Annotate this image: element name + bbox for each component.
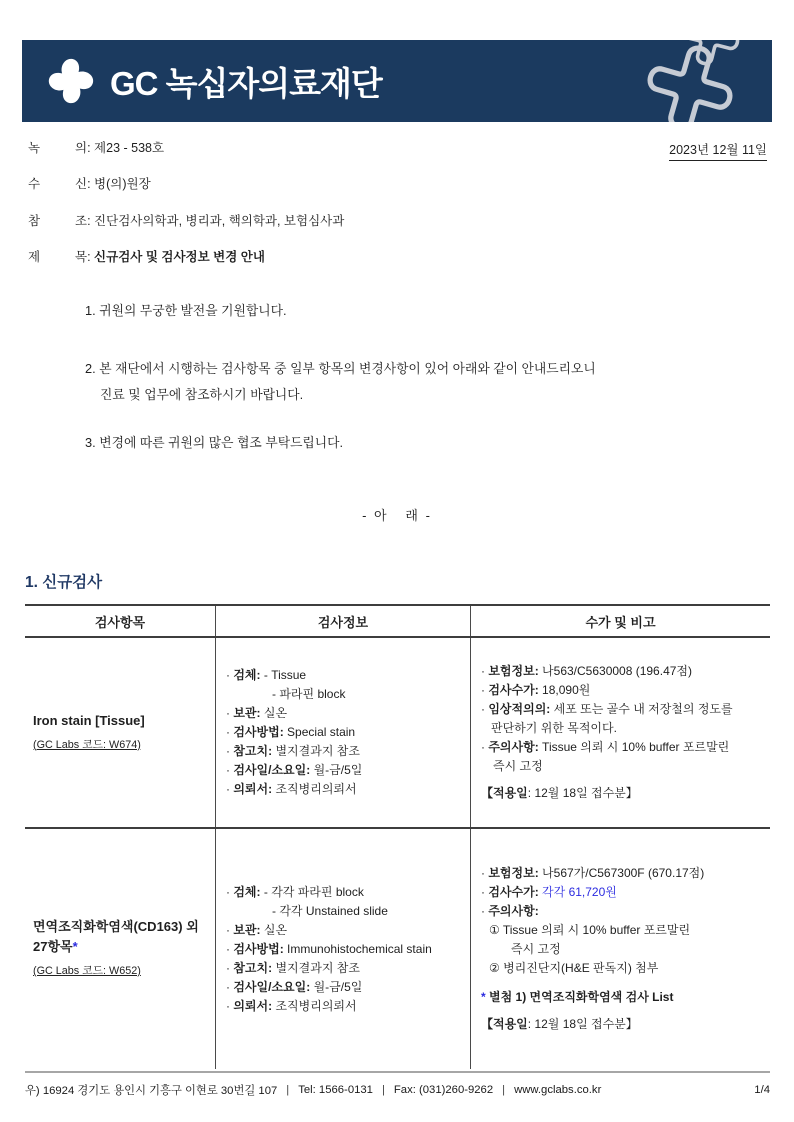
recipient-row	[28, 174, 151, 192]
cc-label1: 참	[28, 214, 41, 228]
cc-row	[28, 211, 344, 229]
footer-separator: |	[286, 1084, 290, 1096]
cell-line: · 보관: 실온	[226, 706, 288, 720]
cell-line: * 별첨 1) 면역조직화학염색 검사 List	[481, 990, 674, 1004]
footer-page-number: 1/4	[754, 1084, 770, 1096]
cell-line: · 보험정보: 나563/C5630008 (196.47점)	[481, 664, 693, 678]
paragraph-3: 3. 변경에 따른 귀원의 많은 협조 부탁드립니다.	[85, 435, 344, 450]
cell-line: · 의뢰서: 조직병리의뢰서	[226, 782, 357, 796]
recipient-label2: 신:	[75, 177, 91, 191]
footer	[25, 1082, 770, 1098]
cell-line: · 검체: - 각각 파라핀 block	[226, 884, 364, 899]
footer-fax: Fax: (031)260-9262	[393, 1084, 494, 1096]
price-note-cell	[470, 638, 770, 827]
cell-line	[481, 978, 764, 988]
recipient-value: 병(의)원장	[94, 177, 151, 191]
cell-line: · 임상적의의: 세포 또는 골수 내 저장철의 정도를	[481, 702, 733, 716]
table-header-row	[25, 606, 770, 638]
subject-label1: 제	[28, 250, 41, 264]
gc-cross-icon	[44, 54, 98, 108]
gclabs-code: (GC Labs 코드: W652)	[33, 965, 141, 977]
decor-cross-icon	[602, 40, 772, 122]
table-header-item: 검사항목	[94, 614, 146, 630]
table-body	[25, 638, 770, 1069]
cell-line: 즉시 고정	[511, 942, 561, 956]
doc-number-row	[28, 138, 164, 156]
cell-line: · 검사일/소요일: 월-금/5일	[226, 979, 363, 994]
cell-line: 즉시 고정	[493, 759, 543, 773]
cc-label2: 조:	[75, 214, 91, 228]
cell-line: · 보관: 실온	[226, 922, 288, 937]
table-row	[25, 829, 770, 1069]
table-row	[25, 638, 770, 829]
footer-separator: |	[381, 1084, 385, 1096]
footer-address: 우) 16924 경기도 용인시 기흥구 이현로 30번길 107	[25, 1085, 278, 1097]
cell-line: - 각각 Unstained slide	[272, 903, 388, 918]
subject-value: 신규검사 및 검사정보 변경 안내	[94, 250, 265, 264]
cell-line: - 파라핀 block	[272, 687, 346, 701]
test-item-name: Iron stain [Tissue]	[33, 712, 145, 728]
cell-line: · 검사일/소요일: 월-금/5일	[226, 763, 363, 777]
header-bar	[22, 40, 772, 122]
subject-label2: 목:	[75, 250, 91, 264]
new-tests-table	[25, 604, 770, 1069]
recipient-label1: 수	[28, 177, 41, 191]
cell-line: · 검사수가: 18,090원	[481, 683, 591, 697]
cell-line: · 보험정보: 나567가/C567300F (670.17점)	[481, 866, 705, 880]
test-info-cell	[215, 829, 470, 1069]
item-name-cell	[25, 829, 215, 1069]
cell-line: · 참고치: 별지결과지 참조	[226, 744, 360, 758]
cell-line: 【적용일: 12월 18일 접수분】	[481, 786, 638, 800]
footer-separator: |	[502, 1084, 506, 1096]
doc-number-label2: 의:	[75, 141, 91, 155]
paragraph-2-line1: 2. 본 재단에서 시행하는 검사항목 중 일부 항목의 변경사항이 있어 아래와 같이 안내드리오니	[85, 361, 596, 376]
cell-line: · 검사방법: Immunohistochemical stain	[226, 941, 432, 956]
cell-line: · 검체: - Tissue	[226, 668, 307, 682]
cell-line: ② 병리진단지(H&E 판독지) 첨부	[489, 961, 659, 975]
table-header-price: 수가 및 비고	[470, 606, 770, 636]
cc-value: 진단검사의학과, 병리과, 핵의학과, 보험심사과	[94, 214, 345, 228]
test-item-name: 면역조직화학염색(CD163) 외 27항목*	[33, 919, 199, 954]
footer-divider-line	[25, 1071, 770, 1073]
cell-line: 판단하기 위한 목적이다.	[491, 721, 617, 735]
logo	[44, 54, 382, 108]
cell-line: · 주의사항:	[481, 904, 539, 918]
doc-number-value: 제23 - 538호	[94, 141, 165, 155]
cell-line: · 주의사항: Tissue 의뢰 시 10% buffer 포르말린	[481, 740, 730, 754]
paragraph-2	[85, 356, 596, 408]
cell-line: · 참고치: 별지결과지 참조	[226, 960, 360, 975]
doc-number-label1: 녹	[28, 141, 41, 155]
paragraph-2-line2: 진료 및 업무에 참조하시기 바랍니다.	[100, 387, 304, 402]
paragraph-1: 1. 귀원의 무궁한 발전을 기원합니다.	[85, 303, 287, 318]
below-divider: - 아 래 -	[362, 508, 432, 523]
item-name-cell	[25, 638, 215, 827]
section-title: 1. 신규검사	[25, 574, 103, 591]
cell-line: 【적용일: 12월 18일 접수분】	[481, 1017, 638, 1031]
table-header-info: 검사정보	[215, 606, 470, 636]
footer-tel: Tel: 1566-0131	[298, 1084, 373, 1096]
doc-date: 2023년 12월 11일	[669, 140, 767, 161]
cell-line: · 검사수가: 각각 61,720원	[481, 885, 617, 899]
footer-website: www.gclabs.co.kr	[514, 1084, 602, 1096]
subject-row	[28, 247, 265, 265]
cell-line: ① Tissue 의뢰 시 10% buffer 포르말린	[489, 923, 691, 937]
cell-line: · 검사방법: Special stain	[226, 725, 356, 739]
test-info-cell	[215, 638, 470, 827]
price-note-cell	[470, 829, 770, 1069]
cell-line: · 의뢰서: 조직병리의뢰서	[226, 998, 357, 1013]
gclabs-code: (GC Labs 코드: W674)	[33, 738, 141, 751]
logo-text: GC 녹십자의료재단	[110, 64, 382, 102]
